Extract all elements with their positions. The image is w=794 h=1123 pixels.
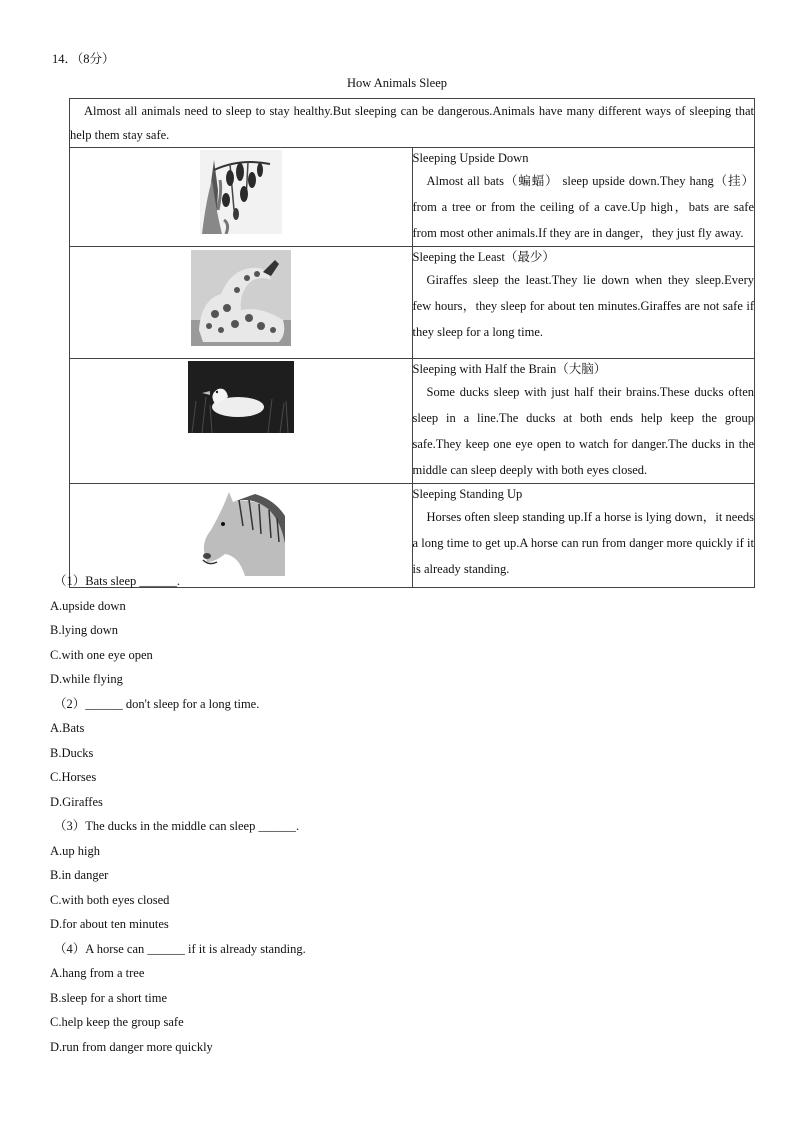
question-number: 14．（8分） — [52, 52, 115, 66]
question-2-option-a[interactable]: A.Bats — [50, 721, 85, 735]
duck-photo — [188, 361, 294, 433]
duck-text-cell — [412, 359, 755, 484]
duck-heading: Sleeping with Half the Brain（大脑） — [412, 362, 607, 376]
passage-table — [69, 98, 755, 588]
duck-row — [70, 359, 755, 484]
horse-photo — [195, 486, 287, 576]
question-4-option-a[interactable]: A.hang from a tree — [50, 966, 145, 980]
giraffe-text-cell — [412, 247, 755, 359]
intro-row — [70, 99, 755, 148]
bats-body: Almost all bats（蝙蝠） sleep upside down.They hang（挂） from a tree or from the ceiling of a cave.Up high，bats are safe from most other animals.If they are in danger，they just fly away. — [412, 174, 754, 240]
duck-body: Some ducks sleep with just half their brains.These ducks often sleep in a line.The ducks at both ends help keep the group safe.They keep one eye open to watch for danger.The ducks in the middle can sleep deeply with both eyes closed. — [412, 385, 754, 477]
question-2-option-b[interactable]: B.Ducks — [50, 745, 94, 760]
giraffe-heading: Sleeping the Least（最少） — [412, 250, 555, 264]
question-3-option-a[interactable]: A.up high — [50, 843, 100, 858]
horse-body: Horses often sleep standing up.If a horse is lying down，it needs a long time to get up.A horse can run from danger more quickly if it is already standing. — [412, 510, 754, 576]
horse-heading: Sleeping Standing Up — [412, 487, 523, 501]
intro-cell — [70, 99, 755, 148]
question-2-option-c[interactable]: C.Horses — [50, 770, 97, 784]
bats-row — [70, 148, 755, 247]
question-1-option-a[interactable]: A.upside down — [50, 598, 126, 613]
question-3-option-b[interactable]: B.in danger — [50, 868, 109, 882]
bats-text-cell — [412, 148, 755, 247]
question-3-stem: （3）The ducks in the middle can sleep ______. — [54, 819, 300, 833]
bats-photo — [200, 150, 282, 234]
question-1-option-c[interactable]: C.with one eye open — [50, 647, 153, 662]
intro-text: Almost all animals need to sleep to stay healthy.But sleeping can be dangerous.Animals have many different ways of sleeping that help them stay safe. — [70, 104, 754, 142]
questions-section — [50, 569, 750, 1059]
question-1-stem: （1）Bats sleep ______. — [54, 574, 181, 588]
question-4-option-b[interactable]: B.sleep for a short time — [50, 990, 167, 1005]
question-4-option-c[interactable]: C.help keep the group safe — [50, 1015, 184, 1029]
duck-image-cell — [70, 359, 413, 484]
question-1-option-d[interactable]: D.while flying — [50, 672, 123, 686]
question-4-option-d[interactable]: D.run from danger more quickly — [50, 1039, 213, 1054]
giraffe-row — [70, 247, 755, 359]
bats-image-cell — [70, 148, 413, 247]
giraffe-body: Giraffes sleep the least.They lie down when they sleep.Every few hours，they sleep for about ten minutes.Giraffes are not safe if they sleep for a long time. — [412, 273, 754, 339]
question-1-option-b[interactable]: B.lying down — [50, 623, 119, 637]
question-2-option-d[interactable]: D.Giraffes — [50, 794, 103, 809]
question-2-stem: （2）______ don't sleep for a long time. — [54, 696, 260, 711]
question-4-stem: （4）A horse can ______ if it is already standing. — [54, 941, 306, 956]
question-3-option-c[interactable]: C.with both eyes closed — [50, 892, 170, 907]
giraffe-image-cell — [70, 247, 413, 359]
giraffe-photo — [191, 250, 291, 346]
bats-heading: Sleeping Upside Down — [412, 151, 529, 165]
passage-title: How Animals Sleep — [347, 76, 447, 90]
question-3-option-d[interactable]: D.for about ten minutes — [50, 917, 169, 931]
